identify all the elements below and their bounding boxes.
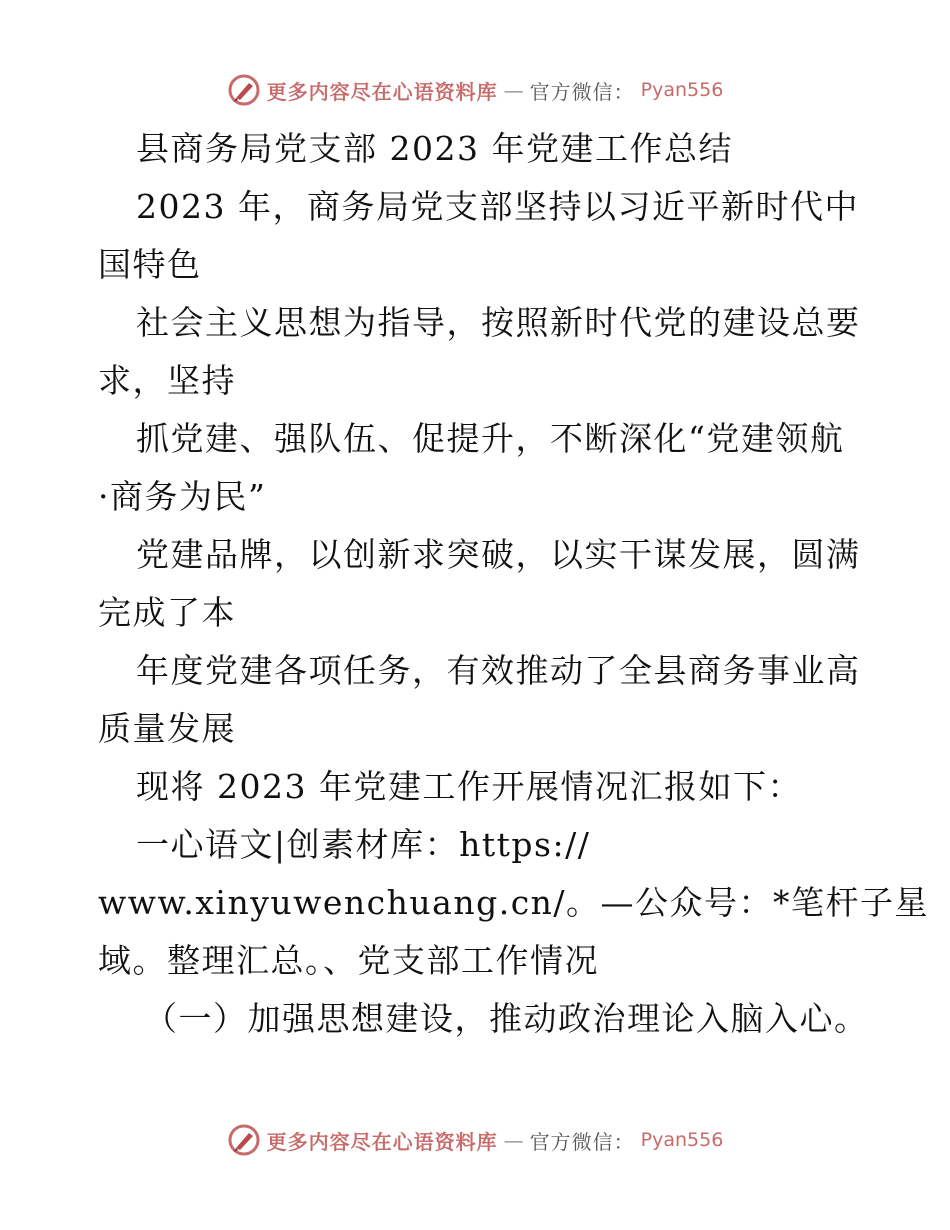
banner-account: Pyan556 [640, 79, 724, 101]
banner-dash: — [503, 78, 524, 102]
text-line: 抓党建、强队伍、促提升，不断深化“党建领航 [136, 419, 845, 458]
document-body [98, 120, 930, 1048]
text-line: 现将 2023 年党建工作开展情况汇报如下： [136, 767, 802, 806]
pen-logo-icon [227, 1123, 261, 1157]
text-line: www.xinyuwenchuang.cn/。—公众号：*笔杆子星 [98, 883, 930, 922]
banner-official-label: 官方微信： [529, 79, 635, 104]
text-line: 2023 年，商务局党支部坚持以习近平新时代中 [136, 187, 859, 226]
pen-logo-icon [227, 73, 261, 107]
banner-official-label: 官方微信： [529, 1129, 635, 1154]
text-line: 质量发展 [98, 709, 236, 748]
text-line: 党建品牌，以创新求突破，以实干谋发展，圆满 [136, 535, 861, 574]
text-line: 国特色 [98, 245, 202, 284]
banner-brand-text: 更多内容尽在心语资料库 [266, 79, 498, 104]
text-line: 域。整理汇总。、党支部工作情况 [98, 941, 599, 980]
text-line: 社会主义思想为指导，按照新时代党的建设总要 [136, 303, 861, 342]
text-line: 年度党建各项任务，有效推动了全县商务事业高 [136, 651, 861, 690]
header-banner [0, 70, 950, 110]
footer-banner [0, 1120, 950, 1160]
banner-account: Pyan556 [640, 1129, 724, 1151]
document-title: 县商务局党支部 2023 年党建工作总结 [136, 129, 733, 168]
text-line: ·商务为民” [98, 477, 267, 516]
text-line: 完成了本 [98, 593, 236, 632]
text-line: 求，坚持 [98, 361, 236, 400]
section-heading: （一）加强思想建设，推动政治理论入脑入心。 [144, 999, 869, 1038]
banner-dash: — [503, 1128, 524, 1152]
text-line: 一心语文|创素材库：https:// [136, 825, 591, 864]
banner-brand-text: 更多内容尽在心语资料库 [266, 1129, 498, 1154]
